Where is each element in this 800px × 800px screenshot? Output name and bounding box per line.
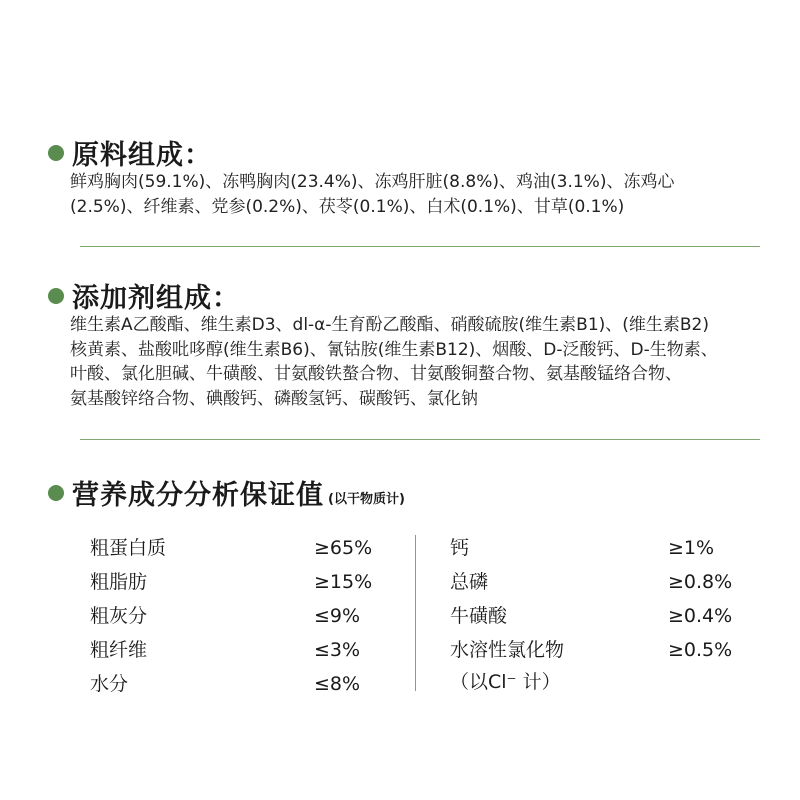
nutrient-value: ≤3% [314,639,361,661]
nutrient-value: ≥15% [314,571,373,593]
nutrient-value: ≤8% [314,673,361,695]
nutrient-name: 水分 [90,673,129,695]
nutrient-value: ≥1% [668,537,715,559]
nutrient-note: （以Cl⁻ 计） [450,671,561,693]
column-divider [415,535,416,691]
additives-title: 添加剂组成： [72,283,240,314]
section-divider [80,246,760,247]
additives-line: 维生素A乙酸酯、维生素D3、dl-α-生育酚乙酸酯、硝酸硫胺(维生素B1)、(维生素B2) [70,315,710,335]
additives-line: 叶酸、氯化胆碱、牛磺酸、甘氨酸铁螯合物、甘氨酸铜螯合物、氨基酸锰络合物、 [70,364,682,384]
nutrient-value: ≤9% [314,605,361,627]
analysis-heading [48,473,405,512]
nutrient-name: 粗蛋白质 [90,537,167,559]
additives-line: 核黄素、盐酸吡哆醇(维生素B6)、氰钴胺(维生素B12)、烟酸、D-泛酸钙、D-生物素、 [70,339,718,360]
ingredients-line: (2.5%)、纤维素、党参(0.2%)、茯苓(0.1%)、白术(0.1%)、甘草(0.1%) [70,196,625,217]
bullet-dot-icon [48,288,64,304]
additives-line: 氨基酸锌络合物、碘酸钙、磷酸氢钙、碳酸钙、氯化钠 [70,388,478,409]
nutrient-value: ≥0.5% [668,639,733,661]
nutrient-name: 牛磺酸 [450,605,508,627]
ingredients-heading [48,133,212,172]
bullet-dot-icon [48,485,64,501]
nutrient-value: ≥0.4% [668,605,733,627]
nutrient-name: 粗纤维 [90,639,148,661]
nutrient-name: 粗灰分 [90,605,148,627]
nutrient-name: 总磷 [450,571,489,593]
bullet-dot-icon [48,145,64,161]
nutrient-name: 水溶性氯化物 [450,639,565,661]
additives-text [70,313,790,411]
nutrient-value: ≥65% [314,537,373,559]
ingredients-line: 鲜鸡胸肉(59.1%)、冻鸭胸肉(23.4%)、冻鸡肝脏(8.8%)、鸡油(3.1%)、冻鸡心 [70,172,675,192]
additives-heading [48,276,240,315]
analysis-title: 营养成分分析保证值 [72,480,324,511]
section-divider [80,439,760,440]
nutrient-value: ≥0.8% [668,571,733,593]
nutrient-name: 钙 [450,537,470,559]
ingredients-text [70,170,775,219]
analysis-note: (以干物质计) [328,492,405,507]
nutrient-name: 粗脂肪 [90,571,148,593]
ingredients-title: 原料组成： [72,140,212,171]
